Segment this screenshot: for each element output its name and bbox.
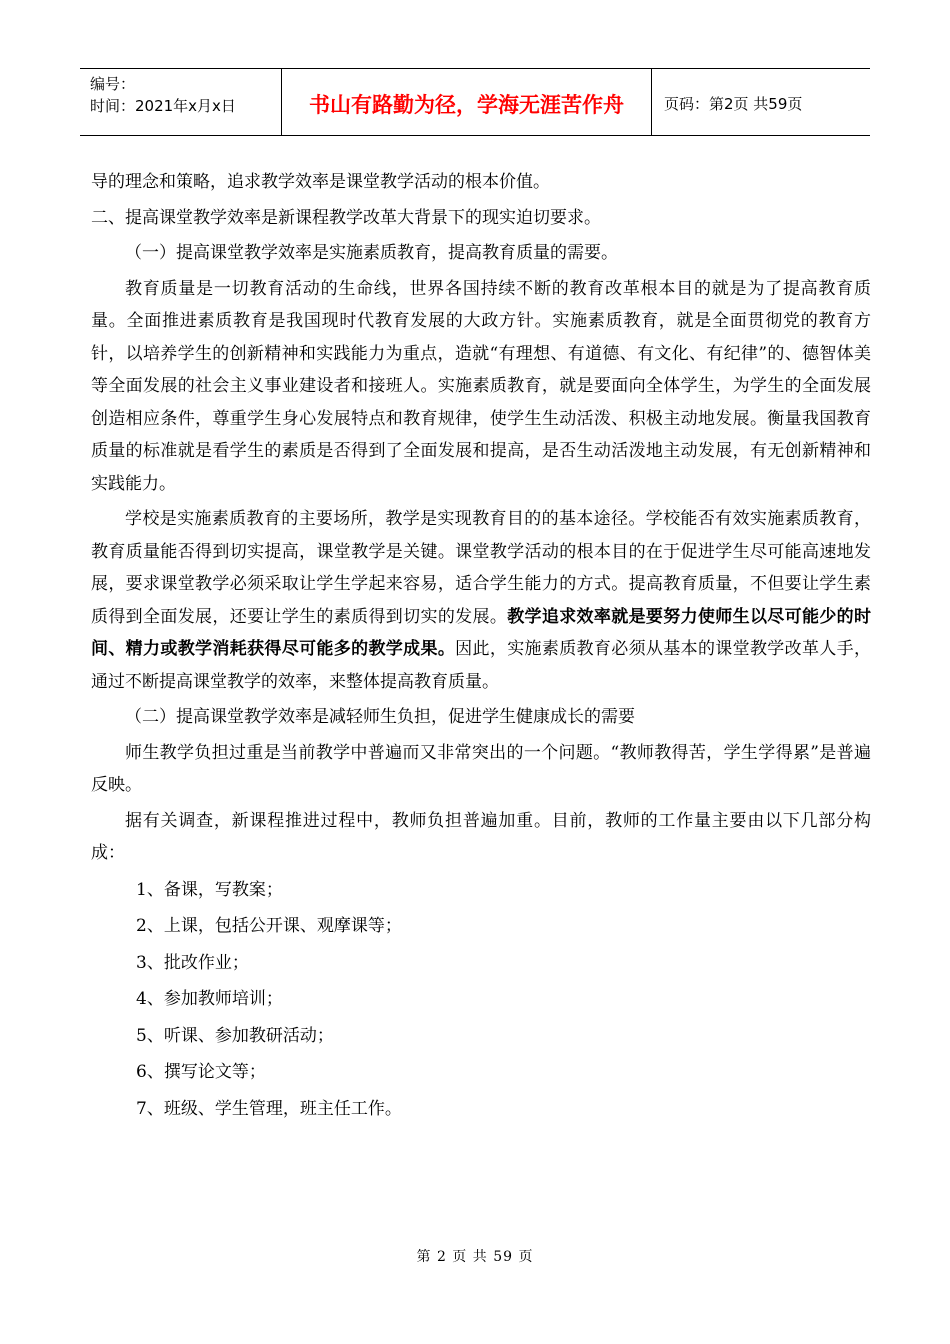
document-header bbox=[80, 68, 870, 136]
page-footer: 第 2 页 共 59 页 bbox=[416, 1249, 534, 1265]
subsection-heading-2: （二）提高课堂教学效率是减轻师生负担，促进学生健康成长的需要 bbox=[125, 707, 635, 727]
paragraph-survey: 据有关调查，新课程推进过程中，教师负担普遍加重。目前，教师的工作量主要由以下几部分构成： bbox=[91, 810, 871, 863]
paragraph-school-bold: 教学追求效率就是要努力使师生以尽可能少的时间、精力或教学消耗获得尽可能多的教学成果。 bbox=[91, 606, 872, 659]
serial-label: 编号： bbox=[90, 75, 136, 93]
header-meta bbox=[80, 69, 282, 135]
list-item: 6、撰写论文等； bbox=[136, 1062, 266, 1082]
list-item: 3、批改作业； bbox=[136, 952, 249, 973]
date-label: 时间：2021年x月x日 bbox=[90, 97, 236, 115]
list-item: 4、参加教师培训； bbox=[136, 989, 283, 1009]
subsection-heading-1: （一）提高课堂教学效率是实施素质教育，提高教育质量的需要。 bbox=[125, 243, 618, 263]
list-item: 7、班级、学生管理，班主任工作。 bbox=[136, 1098, 402, 1119]
paragraph-quality: 教育质量是一切教育活动的生命线，世界各国持续不断的教育改革根本目的就是为了提高教育质量。全面推进素质教育是我国现时代教育发展的大政方针。实施素质教育，就是全面贯彻党的教育方针，以培养学生的创新精神和实践能力为重点，造就“有理想、有道德、有文化、有纪律”的、德智体美等全面发展的社会主义事业建设者和接班人。实施素质教育，就是要面向全体学生，为学生的全面发展创造相应条件，尊重学生身心发展特点和教育规律，使学生生动活泼、积极主动地发展。衡量我国教育质量的标准就是看学生的素质是否得到了全面发展和提高，是否生动活泼地主动发展，有无创新精神和实践能力。 bbox=[91, 278, 871, 494]
list-item: 2、上课，包括公开课、观摩课等； bbox=[136, 916, 402, 936]
paragraph-school bbox=[91, 503, 871, 698]
list-item: 1、备课，写教案； bbox=[136, 879, 283, 900]
document-body bbox=[91, 166, 871, 1125]
paragraph-school-text-a: 学校是实施素质教育的主要场所，教学是实现教育目的的基本途径。学校能否有效实施素质教育，教育质量能否得到切实提高，课堂教学是关键。课堂教学活动的根本目的在于促进学生尽可能高速地发展，要求课堂教学必须采取让学生学起来容易，适合学生能力的方式。提高教育质量，不但要让学生素质得到全面发展，还要让学生的素质得到切实的发展。 bbox=[91, 509, 871, 627]
paragraph-1: 导的理念和策略，追求教学效率是课堂教学活动的根本价值。 bbox=[91, 172, 550, 192]
header-motto: 书山有路勤为径，学海无涯苦作舟 bbox=[282, 69, 652, 135]
header-page-info: 页码：第2页 共59页 bbox=[664, 94, 803, 113]
paragraph-burden: 师生教学负担过重是当前教学中普遍而又非常突出的一个问题。“教师教得苦，学生学得累”是普遍反映。 bbox=[91, 742, 871, 795]
section-heading-2: 二、提高课堂教学效率是新课程教学改革大背景下的现实迫切要求。 bbox=[91, 207, 601, 228]
list-item: 5、听课、参加教研活动； bbox=[136, 1025, 334, 1046]
paragraph-school-text-b: 因此，实施素质教育必须从基本的课堂教学改革人手，通过不断提高课堂教学的效率，来整体提高教育质量。 bbox=[91, 639, 872, 692]
